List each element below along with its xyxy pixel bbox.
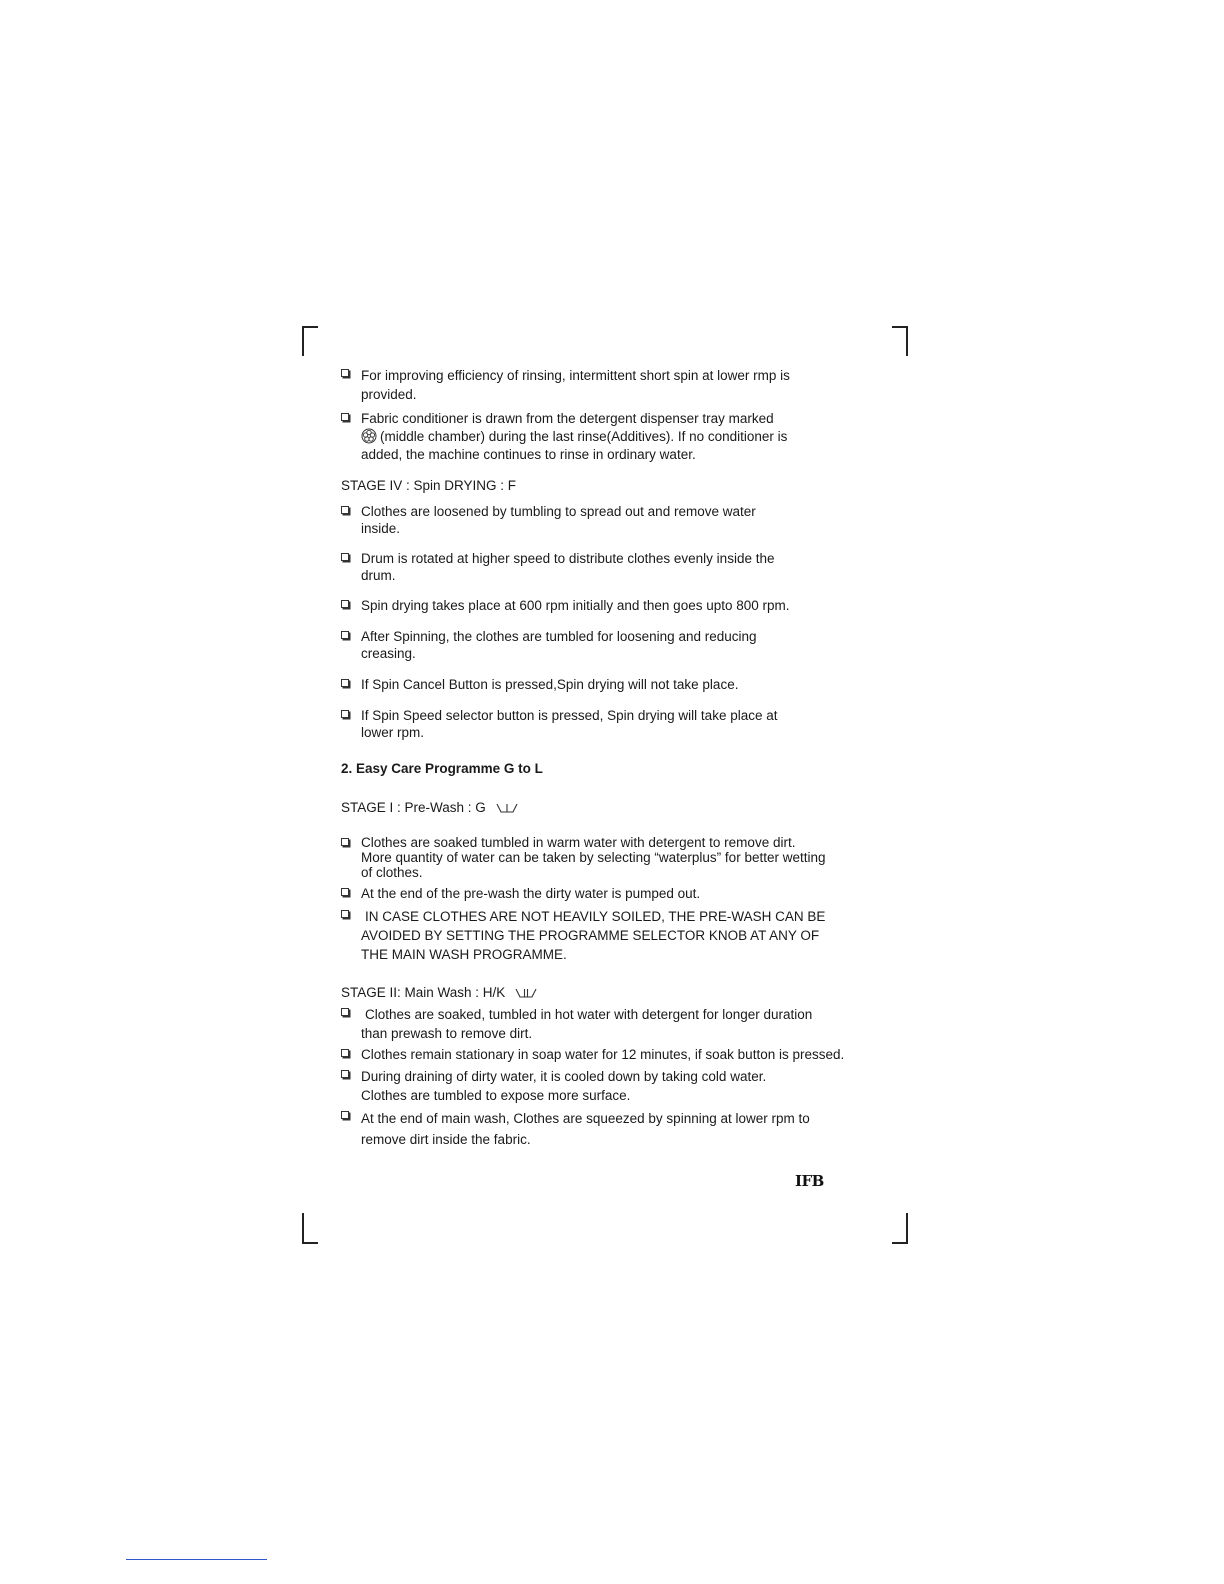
checkbox-bullet-icon: [341, 910, 349, 918]
list-item: At the end of main wash, Clothes are squeezed by spinning at lower rpm to remove dirt inside the fabric.: [341, 1108, 861, 1150]
list-item: If Spin Speed selector button is pressed, Spin drying will take place at lower rpm.: [341, 707, 861, 741]
checkbox-bullet-icon: [341, 710, 349, 718]
ifb-logo: IFB: [795, 1172, 824, 1190]
list-item: IN CASE CLOTHES ARE NOT HEAVILY SOILED, THE PRE-WASH CAN BE AVOIDED BY SETTING THE PROGRAMME SELECTOR KNOB AT ANY OF THE MAIN WASH PROGRAMME.: [341, 907, 861, 964]
list-item: Clothes are soaked, tumbled in hot water with detergent for longer duration than prewash to remove dirt.: [341, 1005, 861, 1043]
mainwash-tub-icon: [515, 987, 537, 999]
list-item: Clothes remain stationary in soap water for 12 minutes, if soak button is pressed.: [341, 1046, 861, 1063]
checkbox-bullet-icon: [341, 369, 349, 377]
checkbox-bullet-icon: [341, 1111, 349, 1119]
list-item: During draining of dirty water, it is cooled down by taking cold water. Clothes are tumbled to expose more surface.: [341, 1067, 861, 1105]
checkbox-bullet-icon: [341, 631, 349, 639]
checkbox-bullet-icon: [341, 679, 349, 687]
checkbox-bullet-icon: [341, 553, 349, 561]
prewash-tub-icon: [496, 802, 518, 814]
list-item: For improving efficiency of rinsing, intermittent short spin at lower rmp is provided.: [341, 366, 861, 404]
list-item: Clothes are soaked tumbled in warm water with detergent to remove dirt. More quantity of water can be taken by selecting “waterplus” for better wetting of clothes.: [341, 835, 861, 880]
stage-i-heading: STAGE I : Pre-Wash : G: [341, 799, 861, 816]
checkbox-bullet-icon: [341, 888, 349, 896]
list-item: Fabric conditioner is drawn from the detergent dispenser tray marked (middle chamber) during the last rinse(Additives). If no conditioner is added, the machine continues to rinse in ordinary water.: [341, 410, 861, 464]
list-item: At the end of the pre-wash the dirty water is pumped out.: [341, 885, 861, 902]
stage-ii-heading: STAGE II: Main Wash : H/K: [341, 984, 861, 1001]
checkbox-bullet-icon: [341, 1008, 349, 1016]
page-content: [341, 366, 861, 1150]
checkbox-bullet-icon: [341, 838, 349, 846]
list-item: If Spin Cancel Button is pressed,Spin drying will not take place.: [341, 676, 861, 693]
list-item: Clothes are loosened by tumbling to spread out and remove water inside.: [341, 503, 861, 537]
flower-icon: [361, 428, 377, 444]
footnote-divider: [126, 1559, 267, 1560]
checkbox-bullet-icon: [341, 1070, 349, 1078]
checkbox-bullet-icon: [341, 1049, 349, 1057]
list-item: Spin drying takes place at 600 rpm initially and then goes upto 800 rpm.: [341, 597, 861, 614]
stage-iv-heading: STAGE IV : Spin DRYING : F: [341, 478, 517, 493]
checkbox-bullet-icon: [341, 506, 349, 514]
checkbox-bullet-icon: [341, 600, 349, 608]
list-item: After Spinning, the clothes are tumbled for loosening and reducing creasing.: [341, 628, 861, 662]
list-item: Drum is rotated at higher speed to distribute clothes evenly inside the drum.: [341, 550, 861, 584]
section-2-heading: 2. Easy Care Programme G to L: [341, 761, 543, 776]
checkbox-bullet-icon: [341, 413, 349, 421]
